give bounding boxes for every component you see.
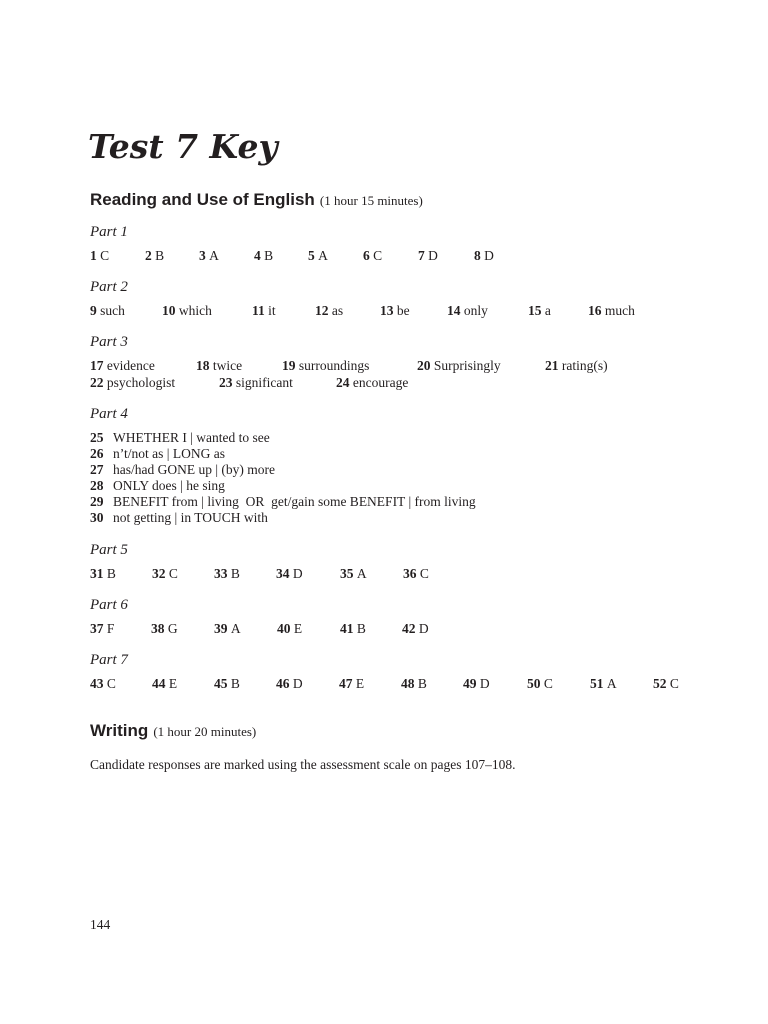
answer-item bbox=[308, 248, 328, 264]
answer-number: 38 bbox=[151, 621, 165, 636]
answer-text: E bbox=[355, 676, 365, 691]
answer-number: 42 bbox=[402, 621, 416, 636]
answer-text: surroundings bbox=[298, 358, 370, 373]
answer-number: 10 bbox=[162, 303, 176, 318]
answer-number: 12 bbox=[315, 303, 329, 318]
answer-number: 36 bbox=[403, 566, 417, 581]
answer-item bbox=[401, 676, 427, 692]
answer-number: 26 bbox=[90, 446, 104, 461]
answer-number: 25 bbox=[90, 430, 104, 445]
answer-item bbox=[402, 621, 429, 637]
answer-item bbox=[418, 248, 438, 264]
answer-text: significant bbox=[235, 375, 293, 390]
answer-number: 47 bbox=[339, 676, 353, 691]
answer-item bbox=[447, 303, 488, 319]
answer-text: it bbox=[268, 303, 276, 318]
answer-text: D bbox=[479, 676, 490, 691]
answer-text: rating(s) bbox=[561, 358, 608, 373]
answer-text: D bbox=[484, 248, 494, 263]
answer-number: 21 bbox=[545, 358, 559, 373]
answer-text: F bbox=[106, 621, 115, 636]
answer-text: A bbox=[209, 248, 219, 263]
answer-number: 18 bbox=[196, 358, 210, 373]
part4-label: Part 4 bbox=[90, 406, 128, 422]
answer-number: 20 bbox=[417, 358, 431, 373]
answer-number: 13 bbox=[380, 303, 394, 318]
reading-duration: (1 hour 15 minutes) bbox=[319, 193, 423, 208]
answer-number: 33 bbox=[214, 566, 228, 581]
answer-text: B bbox=[417, 676, 427, 691]
answer-item bbox=[590, 676, 617, 692]
answer-number: 52 bbox=[653, 676, 667, 691]
answer-item bbox=[252, 303, 276, 319]
answer-item bbox=[417, 358, 501, 374]
answer-number: 28 bbox=[90, 478, 104, 493]
answer-text: B bbox=[356, 621, 366, 636]
answer-number: 3 bbox=[199, 248, 206, 263]
answer-text: B bbox=[230, 566, 240, 581]
answer-item bbox=[527, 676, 553, 692]
answer-text: not getting | in TOUCH with bbox=[113, 510, 268, 525]
answer-text: B bbox=[230, 676, 240, 691]
answer-item bbox=[90, 494, 476, 510]
answer-text: be bbox=[396, 303, 410, 318]
answer-number: 2 bbox=[145, 248, 152, 263]
answer-item bbox=[90, 375, 175, 391]
answer-item bbox=[151, 621, 178, 637]
answer-item bbox=[339, 676, 364, 692]
answer-item bbox=[463, 676, 490, 692]
part6-label: Part 6 bbox=[90, 597, 128, 613]
writing-duration: (1 hour 20 minutes) bbox=[153, 724, 257, 739]
answer-item bbox=[199, 248, 219, 264]
answer-item bbox=[90, 303, 125, 319]
answer-number: 5 bbox=[308, 248, 315, 263]
answer-text: C bbox=[543, 676, 553, 691]
answer-number: 39 bbox=[214, 621, 228, 636]
answer-text: Surprisingly bbox=[433, 358, 501, 373]
answer-text: has/had GONE up | (by) more bbox=[113, 462, 276, 477]
answer-text: BENEFIT from | living OR get/gain some BENEFIT | from living bbox=[113, 494, 476, 509]
answer-text: D bbox=[418, 621, 429, 636]
answer-text: E bbox=[168, 676, 178, 691]
answer-number: 9 bbox=[90, 303, 97, 318]
answer-text: A bbox=[606, 676, 617, 691]
answer-number: 27 bbox=[90, 462, 104, 477]
answer-text: evidence bbox=[106, 358, 155, 373]
answer-number: 4 bbox=[254, 248, 261, 263]
answer-text: C bbox=[168, 566, 178, 581]
answer-item bbox=[90, 510, 268, 526]
answer-number: 11 bbox=[252, 303, 265, 318]
answer-item bbox=[214, 676, 240, 692]
answer-item bbox=[340, 566, 367, 582]
answer-item bbox=[363, 248, 382, 264]
answer-text: encourage bbox=[352, 375, 409, 390]
answer-item bbox=[336, 375, 408, 391]
answer-number: 51 bbox=[590, 676, 604, 691]
answer-item bbox=[90, 462, 275, 478]
answer-number: 24 bbox=[336, 375, 350, 390]
answer-item bbox=[90, 478, 225, 494]
answer-item bbox=[276, 676, 303, 692]
answer-text: as bbox=[331, 303, 344, 318]
answer-item bbox=[282, 358, 369, 374]
answer-number: 7 bbox=[418, 248, 425, 263]
answer-text: B bbox=[106, 566, 116, 581]
answer-text: such bbox=[100, 303, 125, 318]
answer-text: only bbox=[463, 303, 488, 318]
answer-text: C bbox=[669, 676, 679, 691]
reading-heading: Reading and Use of English bbox=[90, 190, 315, 209]
writing-note: Candidate responses are marked using the assessment scale on pages 107–108. bbox=[90, 757, 516, 772]
answer-item bbox=[90, 446, 225, 462]
answer-number: 41 bbox=[340, 621, 354, 636]
answer-number: 31 bbox=[90, 566, 104, 581]
page-title: Test 7 Key bbox=[88, 127, 278, 166]
answer-number: 34 bbox=[276, 566, 290, 581]
answer-item bbox=[380, 303, 410, 319]
answer-number: 46 bbox=[276, 676, 290, 691]
answer-item bbox=[403, 566, 429, 582]
answer-text: D bbox=[292, 566, 303, 581]
writing-section-heading bbox=[90, 721, 256, 741]
answer-item bbox=[90, 566, 116, 582]
answer-number: 17 bbox=[90, 358, 104, 373]
writing-heading: Writing bbox=[90, 721, 149, 740]
answer-number: 6 bbox=[363, 248, 370, 263]
answer-item bbox=[528, 303, 551, 319]
answer-number: 37 bbox=[90, 621, 104, 636]
answer-text: C bbox=[100, 248, 110, 263]
answer-text: C bbox=[373, 248, 383, 263]
answer-item bbox=[90, 676, 116, 692]
answer-item bbox=[214, 566, 240, 582]
answer-number: 44 bbox=[152, 676, 166, 691]
part1-label: Part 1 bbox=[90, 224, 128, 240]
answer-text: A bbox=[356, 566, 367, 581]
answer-text: ONLY does | he sing bbox=[113, 478, 225, 493]
answer-number: 16 bbox=[588, 303, 602, 318]
answer-text: D bbox=[428, 248, 438, 263]
answer-number: 15 bbox=[528, 303, 542, 318]
answer-text: which bbox=[178, 303, 212, 318]
answer-item bbox=[196, 358, 242, 374]
answer-number: 43 bbox=[90, 676, 104, 691]
answer-text: D bbox=[292, 676, 303, 691]
answer-item bbox=[145, 248, 164, 264]
answer-item bbox=[254, 248, 273, 264]
part5-label: Part 5 bbox=[90, 542, 128, 558]
answer-item bbox=[277, 621, 302, 637]
answer-text: B bbox=[264, 248, 274, 263]
answer-text: C bbox=[419, 566, 429, 581]
answer-number: 14 bbox=[447, 303, 461, 318]
part3-label: Part 3 bbox=[90, 334, 128, 350]
answer-text: C bbox=[106, 676, 116, 691]
answer-item bbox=[653, 676, 679, 692]
answer-number: 40 bbox=[277, 621, 291, 636]
answer-number: 49 bbox=[463, 676, 477, 691]
answer-item bbox=[90, 621, 114, 637]
answer-item bbox=[90, 248, 109, 264]
answer-number: 32 bbox=[152, 566, 166, 581]
answer-text: WHETHER I | wanted to see bbox=[113, 430, 270, 445]
part7-label: Part 7 bbox=[90, 652, 128, 668]
answer-number: 29 bbox=[90, 494, 104, 509]
answer-text: E bbox=[293, 621, 303, 636]
answer-text: twice bbox=[212, 358, 243, 373]
answer-number: 22 bbox=[90, 375, 104, 390]
part2-label: Part 2 bbox=[90, 279, 128, 295]
answer-number: 30 bbox=[90, 510, 104, 525]
answer-item bbox=[545, 358, 608, 374]
answer-number: 23 bbox=[219, 375, 233, 390]
answer-number: 45 bbox=[214, 676, 228, 691]
answer-number: 50 bbox=[527, 676, 541, 691]
answer-text: much bbox=[604, 303, 635, 318]
answer-number: 19 bbox=[282, 358, 296, 373]
answer-number: 1 bbox=[90, 248, 97, 263]
answer-number: 48 bbox=[401, 676, 415, 691]
answer-number: 35 bbox=[340, 566, 354, 581]
answer-item bbox=[315, 303, 343, 319]
answer-item bbox=[152, 676, 177, 692]
reading-section-heading bbox=[90, 190, 423, 210]
page-number: 144 bbox=[90, 917, 111, 932]
answer-item bbox=[219, 375, 293, 391]
answer-text: A bbox=[318, 248, 328, 263]
answer-item bbox=[152, 566, 178, 582]
answer-number: 8 bbox=[474, 248, 481, 263]
answer-text: B bbox=[155, 248, 165, 263]
answer-text: G bbox=[167, 621, 178, 636]
answer-item bbox=[340, 621, 366, 637]
answer-item bbox=[90, 430, 270, 446]
answer-item bbox=[90, 358, 155, 374]
answer-item bbox=[588, 303, 635, 319]
answer-text: A bbox=[230, 621, 241, 636]
answer-text: n’t/not as | LONG as bbox=[113, 446, 225, 461]
answer-text: a bbox=[544, 303, 551, 318]
answer-item bbox=[214, 621, 241, 637]
answer-item bbox=[474, 248, 494, 264]
answer-item bbox=[276, 566, 303, 582]
answer-text: psychologist bbox=[106, 375, 176, 390]
answer-item bbox=[162, 303, 212, 319]
